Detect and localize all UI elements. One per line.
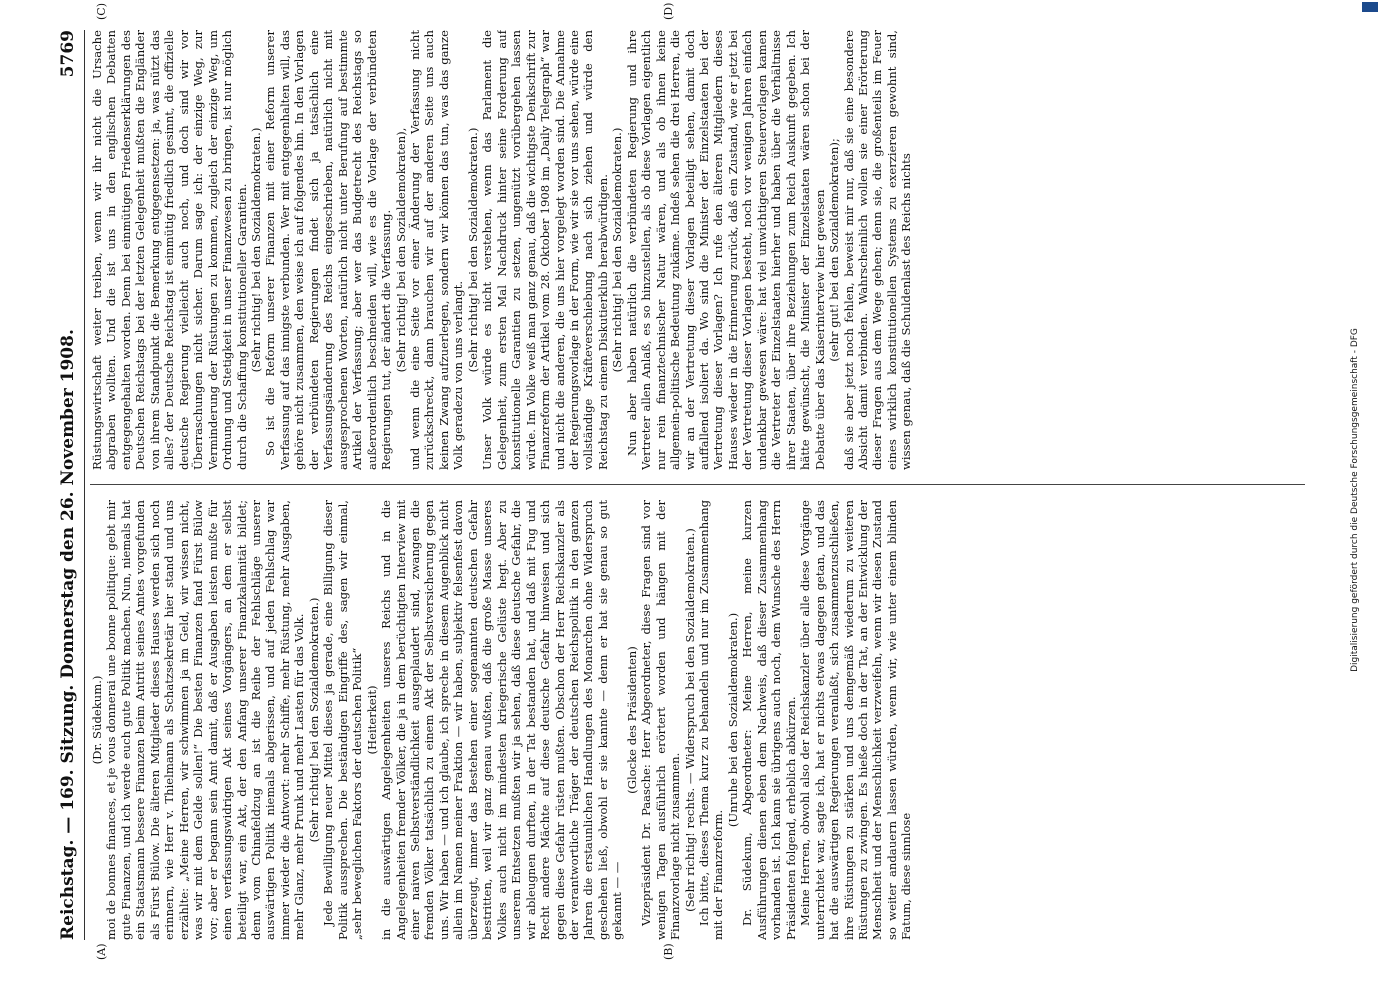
interjection: (Sehr richtig! rechts. — Widerspruch bei den Sozialdemokraten.) (682, 528, 697, 912)
paragraph: Vizepräsident Dr. Paasche: Herr Abgeordneter, diese Fragen sind vor wenigen Tagen ausführlich erörtert worden und hängen mit der Finanzvorlage nicht zusammen. (639, 500, 683, 940)
right-column (90, 30, 1305, 470)
interjection: (Heiterkeit) (364, 685, 379, 755)
page-header (58, 30, 82, 940)
interjection: (Unruhe bei den Sozialdemokraten.) (725, 612, 740, 828)
paragraph: Nun aber haben natürlich die verbündeten Regierung und ihre Vertreter allen Anlaß, es so hinzustellen, als ob diese Vorlagen eigentlich nur rein finanztechnischer Natur wären, und als ob ihnen keine allgemein-politische Bedeutung zukäme. Indeß sehen die drei Herren, die wir an der Vertretung dieser Vorlagen beteiligt sehen, damit doch auffallend isoliert da. Wo sind die Minister der Einzelstaaten bei der Vertretung dieser Vorlagen? Ich rufe den älteren Mitgliedern dieses Hauses wieder in die Erinnerung zurück, daß ein Zustand, wie er jetzt bei der Vertretung dieser Vorlagen besteht, noch vor wenigen Jahren einfach undenkbar gewesen wäre: hat viel unwichtigeren Steuervorlagen kamen die Vertreter der Einzelstaaten hierher und haben über die Verhältnisse ihrer Staaten, über ihre Beziehungen zum Reich Auskunft gegeben. Ich hätte gewünscht, die Minister der Einzelstaaten wären schon bei der Debatte über das Kaiserinterview hier gewesen (624, 30, 827, 470)
interjection: (Sehr richtig! bei den Sozialdemokraten.) (610, 127, 625, 373)
header-rule (84, 30, 85, 940)
paragraph: Ich bitte, dieses Thema kurz zu behandeln und nur im Zusammenhang mit der Finanzreform. (697, 500, 726, 940)
speaker-note: (Dr. Südekum.) (90, 675, 104, 765)
page-number: 5769 (58, 30, 78, 78)
paragraph: Jede Bewilligung neuer Mittel dieses ja gerade, eine Billigung dieser Politik aussprechen. Die beständigen Eingriffe des, sagen wir einmal, „sehr beweglichen Faktors der deutschen Politik“ (321, 500, 365, 940)
paragraph: daß sie aber jetzt noch fehlen, beweist mir nur, daß sie eine besondere Absicht damit verbinden. Wahrscheinlich wollen sie einer Erörterung dieser Fragen aus dem Wege gehen; denn sie, die großenteils im Feuer eines wirklich konstitutionellen Systems zu exerzieren gewohnt sind, wissen genau, daß die Schuldenlast des Reichs nichts (841, 30, 914, 470)
paragraph: moi de bonnes finances, et je vous donnerai une bonne politique: gebt mir gute Finanzen, und ich werde euch gute Politik machen. Nun, niemals hat ein Staatsmann bessere Finanzen beim Antritt seines Amtes vorgefunden als Fürst Bülow. Die älteren Mitglieder dieses Hauses werden sich noch erinnern, wie Herr v. Thielmann als Schatzsekretär hier stand und uns erzählte: „Meine Herren, wir schwimmen ja im Geld, wir wissen nicht, was wir mit dem Gelde sollen!“ Die besten Finanzen fand Fürst Bülow vor; aber er begann sein Amt damit, daß er Ausgaben leisten mußte für einen verfassungswidrigen Akt seines Vorgängers, an dem er selbst beteiligt war, ein Akt, der den Anfang unserer Finanzkalamität bildet; denn vom Chinafeldzug an ist die Reihe der Fehlschläge unserer auswärtigen Politik niemals abgerissen, und auf jeden Fehlschlag war immer wieder die Antwort: mehr Schiffe, mehr Rüstung, mehr Ausgaben, mehr Glanz, mehr Prunk und mehr Lasten für das Volk. (104, 500, 307, 940)
interjection: (Sehr richtig! bei den Sozialdemokraten.) (248, 127, 263, 373)
paragraph: Dr. Südekum, Abgeordneter: Meine Herren, meine kurzen Ausführungen dienen eben dem Nachweis, daß dieser Zusammenhang vorhanden ist. Ich kann sie übrigens auch noch, dem Wunsche des Herrn Präsidenten folgend, erheblich abkürzen. (740, 500, 798, 940)
interjection: (Sehr richtig! bei den Sozialdemokraten.) (306, 597, 321, 843)
margin-mark-d: (D) (662, 2, 675, 20)
dfg-credit: Digitalisierung gefördert durch die Deutsche Forschungsgemeinschaft - DFG (1350, 328, 1360, 672)
paragraph: So ist die Reform unserer Finanzen mit einer Reform unserer Verfassung auf das innigste verbunden. Wer mit entgegenhalten will, das gehöre nicht zusammen, den weise ich auf folgendes hin. In den Vorlagen der verbündeten Regierungen findet sich ja tatsächlich eine Verfassungsänderung des Reichs eingeschrieben, natürlich nicht mit ausgesprochenen Worten, natürlich nicht unter Berufung auf bestimmte Artikel der Verfassung; aber wer das Budgetrecht des Reichstags so außerordentlich beschneiden will, wie es die Vorlage der verbündeten Regierungen tut, der ändert die Verfassung. (263, 30, 394, 470)
interjection: (Sehr richtig! bei den Sozialdemokraten), (393, 127, 408, 373)
interjection: (Sehr richtig! bei den Sozialdemokraten.) (465, 127, 480, 373)
left-column (90, 500, 1305, 940)
margin-mark-a: (A) (95, 943, 108, 960)
paragraph: in die auswärtigen Angelegenheiten unseres Reichs und in die Angelegenheiten fremder Völker, die ja in dem berüchtigten Interview mit einer naiven Selbstverständlichkeit ausgeplaudert sind, zwangen die fremden Völker tatsächlich zu einem Akt der Selbstversicherung gegen uns. Wir haben — und ich glaube, ich spreche in diesem Augenblick nicht allein im Namen meiner Fraktion — wir haben, subjektiv felsenfest davon überzeugt, immer das Bestehen einer sogenannten deutschen Gefahr bestritten, weil wir ganz genau wußten, daß die große Masse unseres Volkes auch nicht im mindesten kriegerische Gelüste hegt. Aber zu unserem Entsetzen mußten wir ja sehen, daß diese deutsche Gefahr, die wir ableugnen durften, in der Tat bestanden hat, und daß mit Fug und Recht andere Mächte auf diese deutsche Gefahr hinweisen und sich gegen diese Gefahr rüsten mußten. Obschon der Herr Reichskanzler als der verantwortliche Träger der deutschen Reichspolitik in den ganzen Jahren die erstaunlichen Handlungen des Monarchen ohne Widerspruch geschehen ließ, obwohl er sie kannte — denn er hat sie genau so gut gekannt — — (379, 500, 625, 940)
paragraph: Unser Volk würde es nicht verstehen, wenn das Parlament die Gelegenheit, zum ersten Mal Nachdruck hinter seine Forderung auf konstitutionelle Garantien zu setzen, ungenützt vorübergehen lassen würde. Im Volke weiß man ganz genau, daß die wichtigste Denkschrift zur Finanzreform der Artikel vom 28. Oktober 1908 im „Daily Telegraph“ war und nicht die anderen, die uns hier vorgelegt worden sind. Die Annahme der Regierungsvorlage in der Form, wie wir sie vor uns sehen, würde eine vollständige Kräfteverschiebung nach sich ziehen und würde den Reichstag zu einem Diskutierklub herabwürdigen. (480, 30, 610, 470)
interjection: (Glocke des Präsidenten) (624, 646, 639, 794)
running-title: Reichstag. — 169. Sitzung. Donnerstag den 26. November 1908. (58, 329, 78, 940)
interjection: (sehr gut! bei den Sozialdemokraten); (827, 138, 842, 362)
paragraph: Rüstungswirtschaft weiter treiben, wenn wir ihr nicht die Ursache abgraben wollten. Und die ist uns in den englischen Debatten entgegengehalten worden. Denn bei einmütigen Friedenserklärungen des Deutschen Reichstags bei der letzten Gelegenheit mußten die Engländer von ihrem Standpunkt die Bemerkung entgegensetzen: ja, was nützt das alles? der Deutsche Reichstag ist einmütig friedlich gesinnt, die offizielle deutsche Regierung vielleicht auch noch, und doch sind wir vor Überraschungen nicht sicher. Darum sage ich: der einzige Weg, zur Verminderung der Rüstungen zu kommen, zugleich der einzige Weg, um Ordnung und Stetigkeit in unser Finanzwesen zu bringen, ist nur möglich durch die Schaffung konstitutioneller Garantien. (90, 30, 249, 470)
dfg-logo (1362, 2, 1378, 12)
paragraph: und wenn die eine Seite vor einer Änderung der Verfassung nicht zurückschreckt, dann brauchen wir auf der anderen Seite uns auch keinen Zwang aufzuerlegen, sondern wir können das tun, was das ganze Volk geradezu von uns verlangt. (407, 30, 466, 470)
margin-mark-c: (C) (95, 3, 108, 20)
paragraph: Meine Herren, obwohl also der Reichskanzler über alle diese Vorgänge unterrichtet war, sagte ich, hat er nichts etwas dagegen getan, und das hat die auswärtigen Regierungen veranlaßt, sich zusammenzuschließen, ihre Rüstungen zu stärken und uns demgemäß wiederum zu weiteren Rüstungen zu zwingen. Es hieße doch in der Tat, an der Entwicklung der Menschheit und der Menschlichkeit verzweifeln, wenn wir diesen Zustand so weiter andauern lassen würden, wenn wir, wie unter einem blinden Fatum, diese sinnlose (798, 500, 914, 940)
margin-mark-b: (B) (662, 943, 675, 960)
column-divider (90, 484, 1305, 485)
